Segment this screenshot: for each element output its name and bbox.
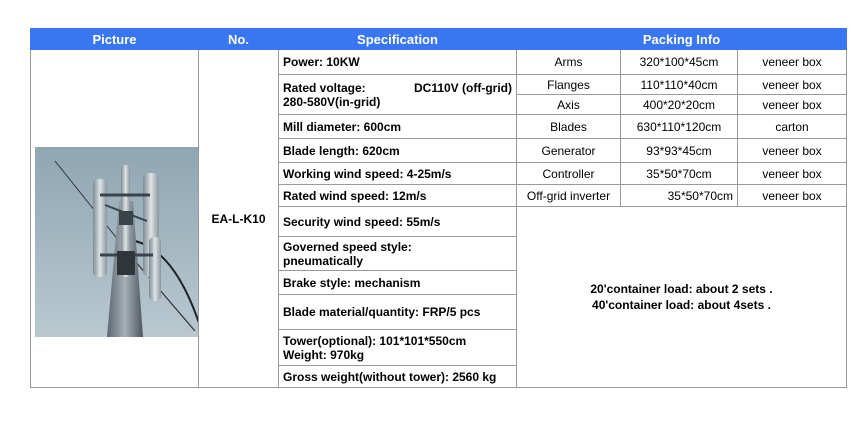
packing-box: veneer box <box>738 95 847 115</box>
spec-brake-style: Brake style: mechanism <box>279 271 517 295</box>
rated-voltage-line <box>283 81 512 95</box>
container-note-40ft: 40'container load: about 4sets . <box>592 298 771 312</box>
tower-weight: Weight: 970kg <box>283 347 365 362</box>
packing-item: Blades <box>517 115 621 139</box>
packing-size: 110*110*40cm <box>621 75 738 95</box>
spec-blade-material: Blade material/quantity: FRP/5 pcs <box>279 295 517 330</box>
product-photo-cell <box>31 50 199 388</box>
governed-speed-value: pneumatically <box>283 253 364 268</box>
spec-sheet <box>30 28 847 388</box>
table-row <box>31 50 847 75</box>
packing-box: veneer box <box>738 185 847 207</box>
spec-rated-wind-speed: Rated wind speed: 12m/s <box>279 185 517 207</box>
packing-size: 35*50*70cm <box>621 185 738 207</box>
spec-power: Power: 10KW <box>279 50 517 75</box>
spec-table <box>30 28 847 388</box>
spec-mill-diameter: Mill diameter: 600cm <box>279 115 517 139</box>
packing-item: Generator <box>517 139 621 163</box>
packing-size: 630*110*120cm <box>621 115 738 139</box>
rated-voltage-ingrid: 280-580V(in-grid) <box>283 94 381 109</box>
packing-box: veneer box <box>738 50 847 75</box>
spec-governed-speed-style <box>279 237 517 271</box>
spec-tower <box>279 330 517 366</box>
packing-item: Off-grid inverter <box>517 185 621 207</box>
rated-voltage-offgrid: DC110V (off-grid) <box>413 80 512 95</box>
spec-working-wind-speed: Working wind speed: 4-25m/s <box>279 163 517 185</box>
spec-security-wind-speed: Security wind speed: 55m/s <box>279 207 517 237</box>
spec-blade-length: Blade length: 620cm <box>279 139 517 163</box>
packing-box: veneer box <box>738 163 847 185</box>
governed-speed-label: Governed speed style: <box>283 239 412 254</box>
packing-box: carton <box>738 115 847 139</box>
header-specification: Specification <box>279 29 517 50</box>
rated-voltage-label: Rated voltage: <box>283 80 366 95</box>
model-number: EA-L-K10 <box>199 50 279 388</box>
packing-box: veneer box <box>738 139 847 163</box>
packing-size: 35*50*70cm <box>621 163 738 185</box>
packing-size: 400*20*20cm <box>621 95 738 115</box>
packing-item: Arms <box>517 50 621 75</box>
header-packing-info: Packing Info <box>517 29 847 50</box>
packing-box: veneer box <box>738 75 847 95</box>
packing-item: Controller <box>517 163 621 185</box>
packing-item: Flanges <box>517 75 621 95</box>
spec-gross-weight: Gross weight(without tower): 2560 kg <box>279 366 517 388</box>
packing-item: Axis <box>517 95 621 115</box>
spec-rated-voltage <box>279 75 517 115</box>
wind-turbine-photo <box>35 101 199 337</box>
packing-size: 320*100*45cm <box>621 50 738 75</box>
container-load-notes <box>517 207 847 388</box>
header-no: No. <box>199 29 279 50</box>
packing-size: 93*93*45cm <box>621 139 738 163</box>
tower-size: Tower(optional): 101*101*550cm <box>283 333 467 348</box>
container-note-20ft: 20'container load: about 2 sets . <box>590 282 773 296</box>
header-row <box>31 29 847 50</box>
header-picture: Picture <box>31 29 199 50</box>
